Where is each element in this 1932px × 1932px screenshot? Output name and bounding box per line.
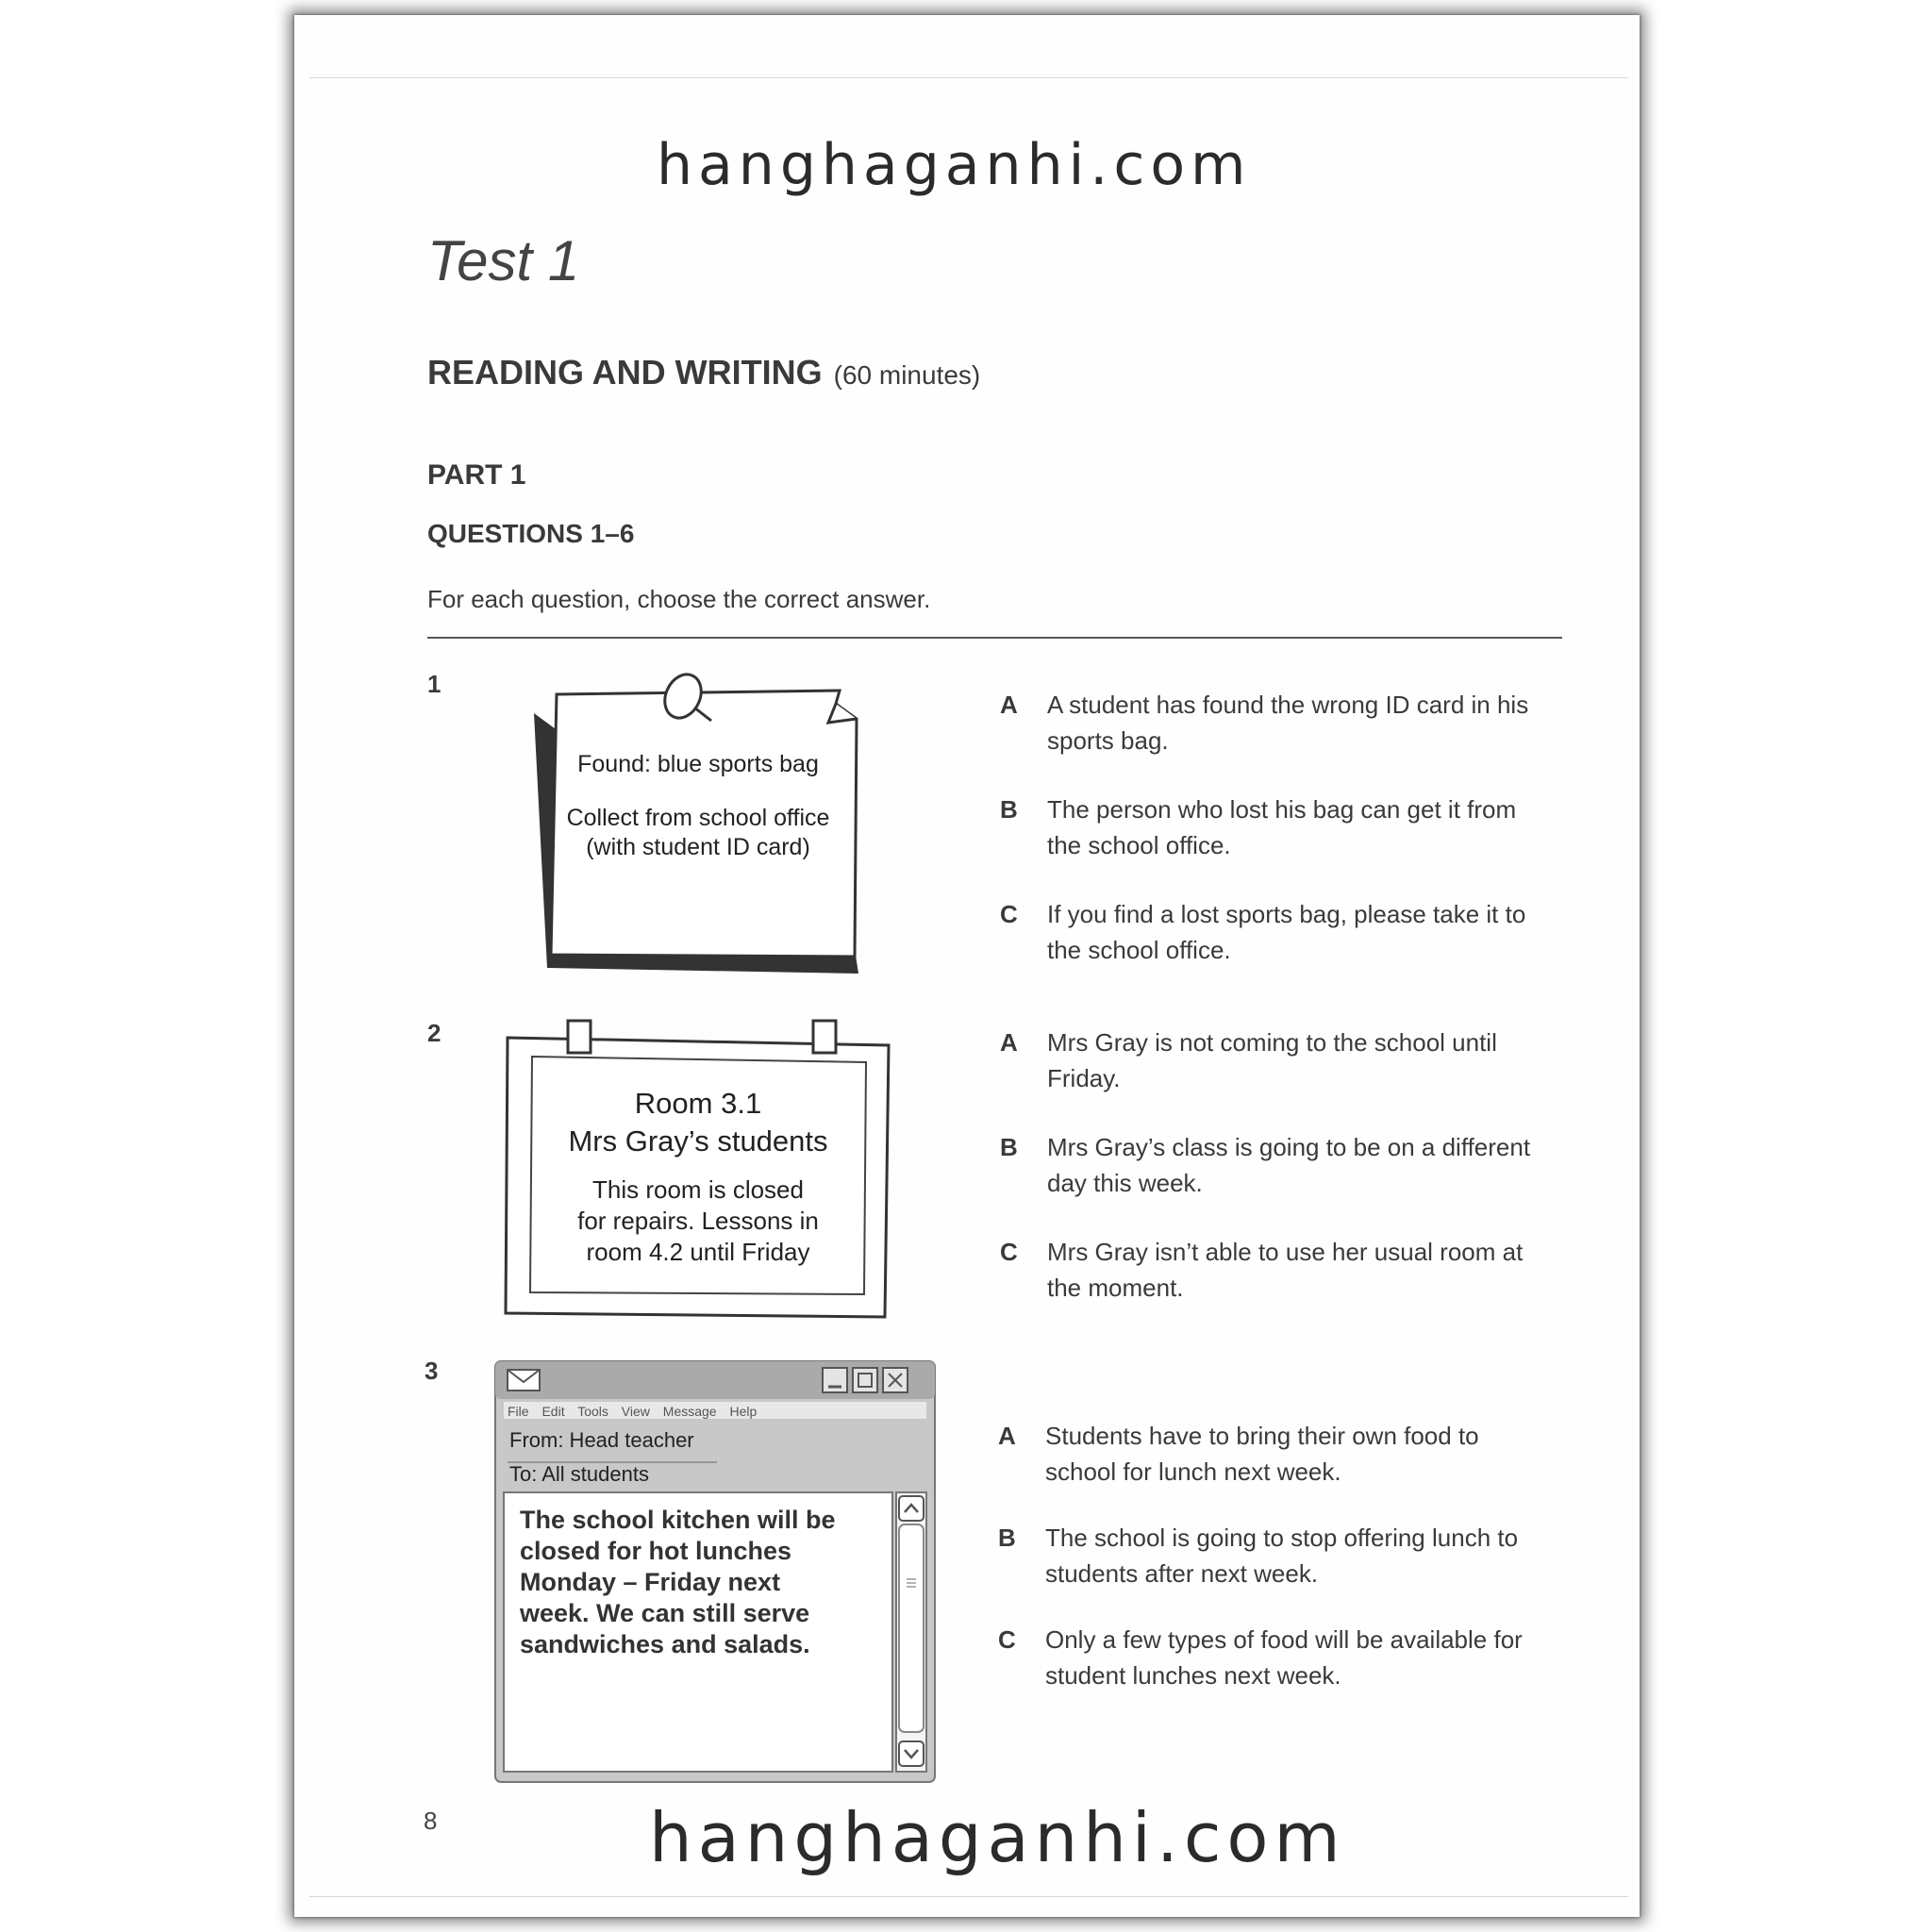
sign-heading-1: Room 3.1 <box>634 1087 762 1120</box>
note-line-2: Collect from school office <box>566 805 830 831</box>
section-title: READING AND WRITING <box>427 353 823 391</box>
menu-item[interactable]: View <box>621 1404 650 1419</box>
menu-item[interactable]: Message <box>662 1404 717 1419</box>
option-3b[interactable]: B The school is going to stop offering lunch to students after next week. <box>998 1524 1519 1588</box>
menu-item[interactable]: Help <box>729 1404 758 1419</box>
part-heading: PART 1 <box>427 459 526 491</box>
watermark-top: hanghaganhi.com <box>657 132 1252 198</box>
menu-item[interactable]: Tools <box>577 1404 608 1419</box>
option-2c[interactable]: C Mrs Gray isn’t able to use her usual room at the moment. <box>1000 1238 1524 1302</box>
instructions: For each question, choose the correct answer. <box>427 585 931 613</box>
section-duration: (60 minutes) <box>833 360 981 390</box>
note-line-3: (with student ID card) <box>586 834 810 860</box>
page-top-rule <box>309 77 1628 78</box>
option-2b[interactable]: B Mrs Gray’s class is going to be on a different day this week. <box>1000 1133 1531 1197</box>
sign-heading-2: Mrs Gray’s students <box>568 1124 828 1158</box>
email-from: From: Head teacher <box>509 1428 694 1452</box>
email-body: The school kitchen will be closed for hot lunches Monday – Friday next week. We can still serve sandwiches and salads. <box>520 1506 836 1658</box>
section-heading <box>427 353 980 392</box>
page-number: 8 <box>424 1807 438 1835</box>
taped-sign-illustration <box>504 1019 892 1321</box>
note-line-1: Found: blue sports bag <box>577 751 819 777</box>
menu-item[interactable]: File <box>508 1404 529 1419</box>
option-2a[interactable]: A Mrs Gray is not coming to the school until Friday. <box>1000 1028 1497 1092</box>
email-menu-bar <box>508 1404 757 1419</box>
sign-body-2: for repairs. Lessons in <box>577 1207 819 1235</box>
option-3a[interactable]: A Students have to bring their own food to school for lunch next week. <box>998 1422 1479 1486</box>
test-title: Test 1 <box>427 229 580 292</box>
question-number: 3 <box>425 1357 439 1385</box>
option-1a[interactable]: A A student has found the wrong ID card in his sports bag. <box>1000 691 1529 755</box>
email-to: To: All students <box>509 1462 649 1486</box>
section-divider <box>427 637 1562 639</box>
watermark-bottom: hanghaganhi.com <box>649 1798 1346 1877</box>
menu-item[interactable]: Edit <box>541 1404 565 1419</box>
option-3c[interactable]: C Only a few types of food will be available for student lunches next week. <box>998 1625 1523 1690</box>
option-1b[interactable]: B The person who lost his bag can get it from the school office. <box>1000 795 1517 859</box>
sign-body-3: room 4.2 until Friday <box>586 1238 810 1266</box>
question-number: 2 <box>427 1019 441 1047</box>
page-bottom-rule <box>309 1896 1628 1897</box>
sign-body-1: This room is closed <box>592 1175 804 1204</box>
option-1c[interactable]: C If you find a lost sports bag, please take it to the school office. <box>1000 900 1526 964</box>
question-number: 1 <box>427 670 441 698</box>
questions-heading: QUESTIONS 1–6 <box>427 519 635 548</box>
